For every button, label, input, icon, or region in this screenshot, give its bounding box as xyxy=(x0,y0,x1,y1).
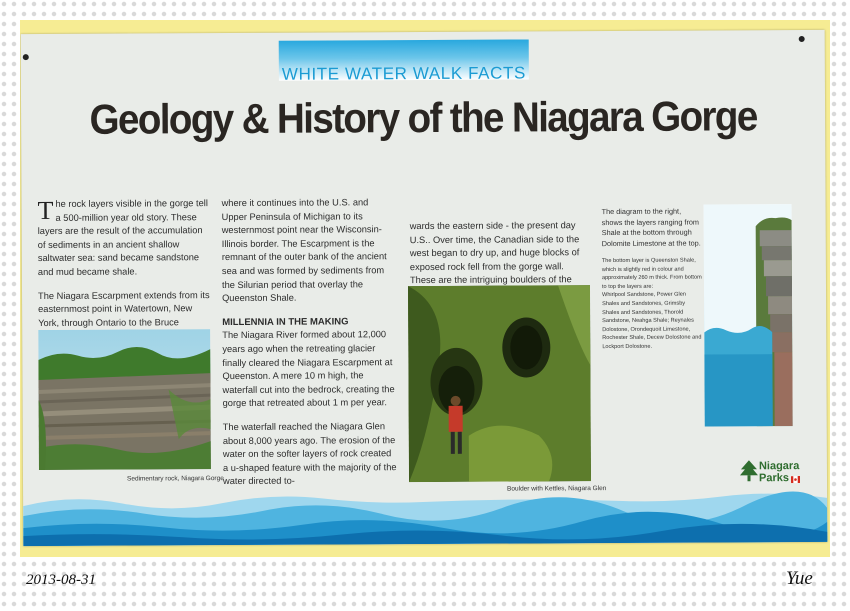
information-sign xyxy=(21,30,828,546)
photograph xyxy=(20,20,830,557)
bolt-icon xyxy=(23,54,29,60)
paragraph: The waterfall reached the Niagara Glen about 8,000 years ago. The erosion of the water on the softer layers of rock created a u-shaped feature with the majority of the water directed to- xyxy=(222,421,397,487)
section-heading: MILLENNIA IN THE MAKING xyxy=(222,316,349,328)
logo-line-2: Parks xyxy=(758,472,790,485)
photo-date: 2013-08-31 xyxy=(26,572,96,588)
paragraph: The Niagara Escarpment extends from its easternmost point in Watertown, New York, through Ontario to the Bruce xyxy=(38,289,210,328)
banner-title: WHITE WATER WALK FACTS xyxy=(281,63,526,84)
photo-caption: Sedimentary rock, Niagara Gorge xyxy=(126,475,224,483)
paragraph: where it continues into the U.S. and Upper Peninsula of Michigan to its westernmost point near the Wisconsin-Illinois border. The Escarpment is the remnant of the outer bank of the ancient sea and was formed by sediments from the Silurian period that overlay the Queenston Shale. xyxy=(221,197,387,304)
paragraph: The bottom layer is Queenston Shale, which is slightly red in colour and approximately 260 m thick. From bottom to top the layers are: xyxy=(601,257,702,290)
photo-caption: Boulder with Kettles, Niagara Glen xyxy=(507,485,607,493)
paragraph: wards the eastern side - the present day U.S.. Over time, the Canadian side to the west began to dry up, and huge blocks of exposed rock fell from the gorge wall. These are the intriguing boulders of the xyxy=(409,220,580,286)
rock-layers-diagram xyxy=(704,204,793,426)
wave-decoration xyxy=(23,482,827,546)
drop-cap: T xyxy=(37,195,54,226)
tree-icon xyxy=(739,460,759,482)
logo-line-1: Niagara xyxy=(758,460,800,473)
sedimentary-rock-photo xyxy=(38,329,211,470)
page-title: Geology & History of the Niagara Gorge xyxy=(89,92,757,143)
paragraph: The Niagara River formed about 12,000 years ago when the retreating glacier finally cleared the Niagara Escarpment at Queenston. A mere 10 m high, the waterfall cut into the bedrock, creating the gorge that retreated about 1 m per year. xyxy=(222,329,395,409)
column-4 xyxy=(602,207,703,352)
paragraph: The diagram to the right, shows the layers ranging from Shale at the bottom through Dolomite Limestone at the top. xyxy=(601,206,701,248)
boulder-kettles-photo xyxy=(408,285,591,482)
paragraph: Whirlpool Sandstone, Power Glen Shales and Sandstones, Grimsby Shales and Sandstones, Thorold Sandstone, Neahga Shale; Reynales Dolostone, Orondequoit Limestone, Rochester Shale, Decew Dolostone and Lockport Dolostone. xyxy=(602,292,702,351)
paragraph: The rock layers visible in the gorge tell a 500-million year old story. These layers are the result of the accumulation of sediments in an ancient shallow saltwater sea: sand became sandstone and mud became shale. xyxy=(37,195,208,277)
photographer-signature: Yue xyxy=(786,568,813,589)
column-2 xyxy=(222,196,398,499)
bolt-icon xyxy=(799,36,805,42)
